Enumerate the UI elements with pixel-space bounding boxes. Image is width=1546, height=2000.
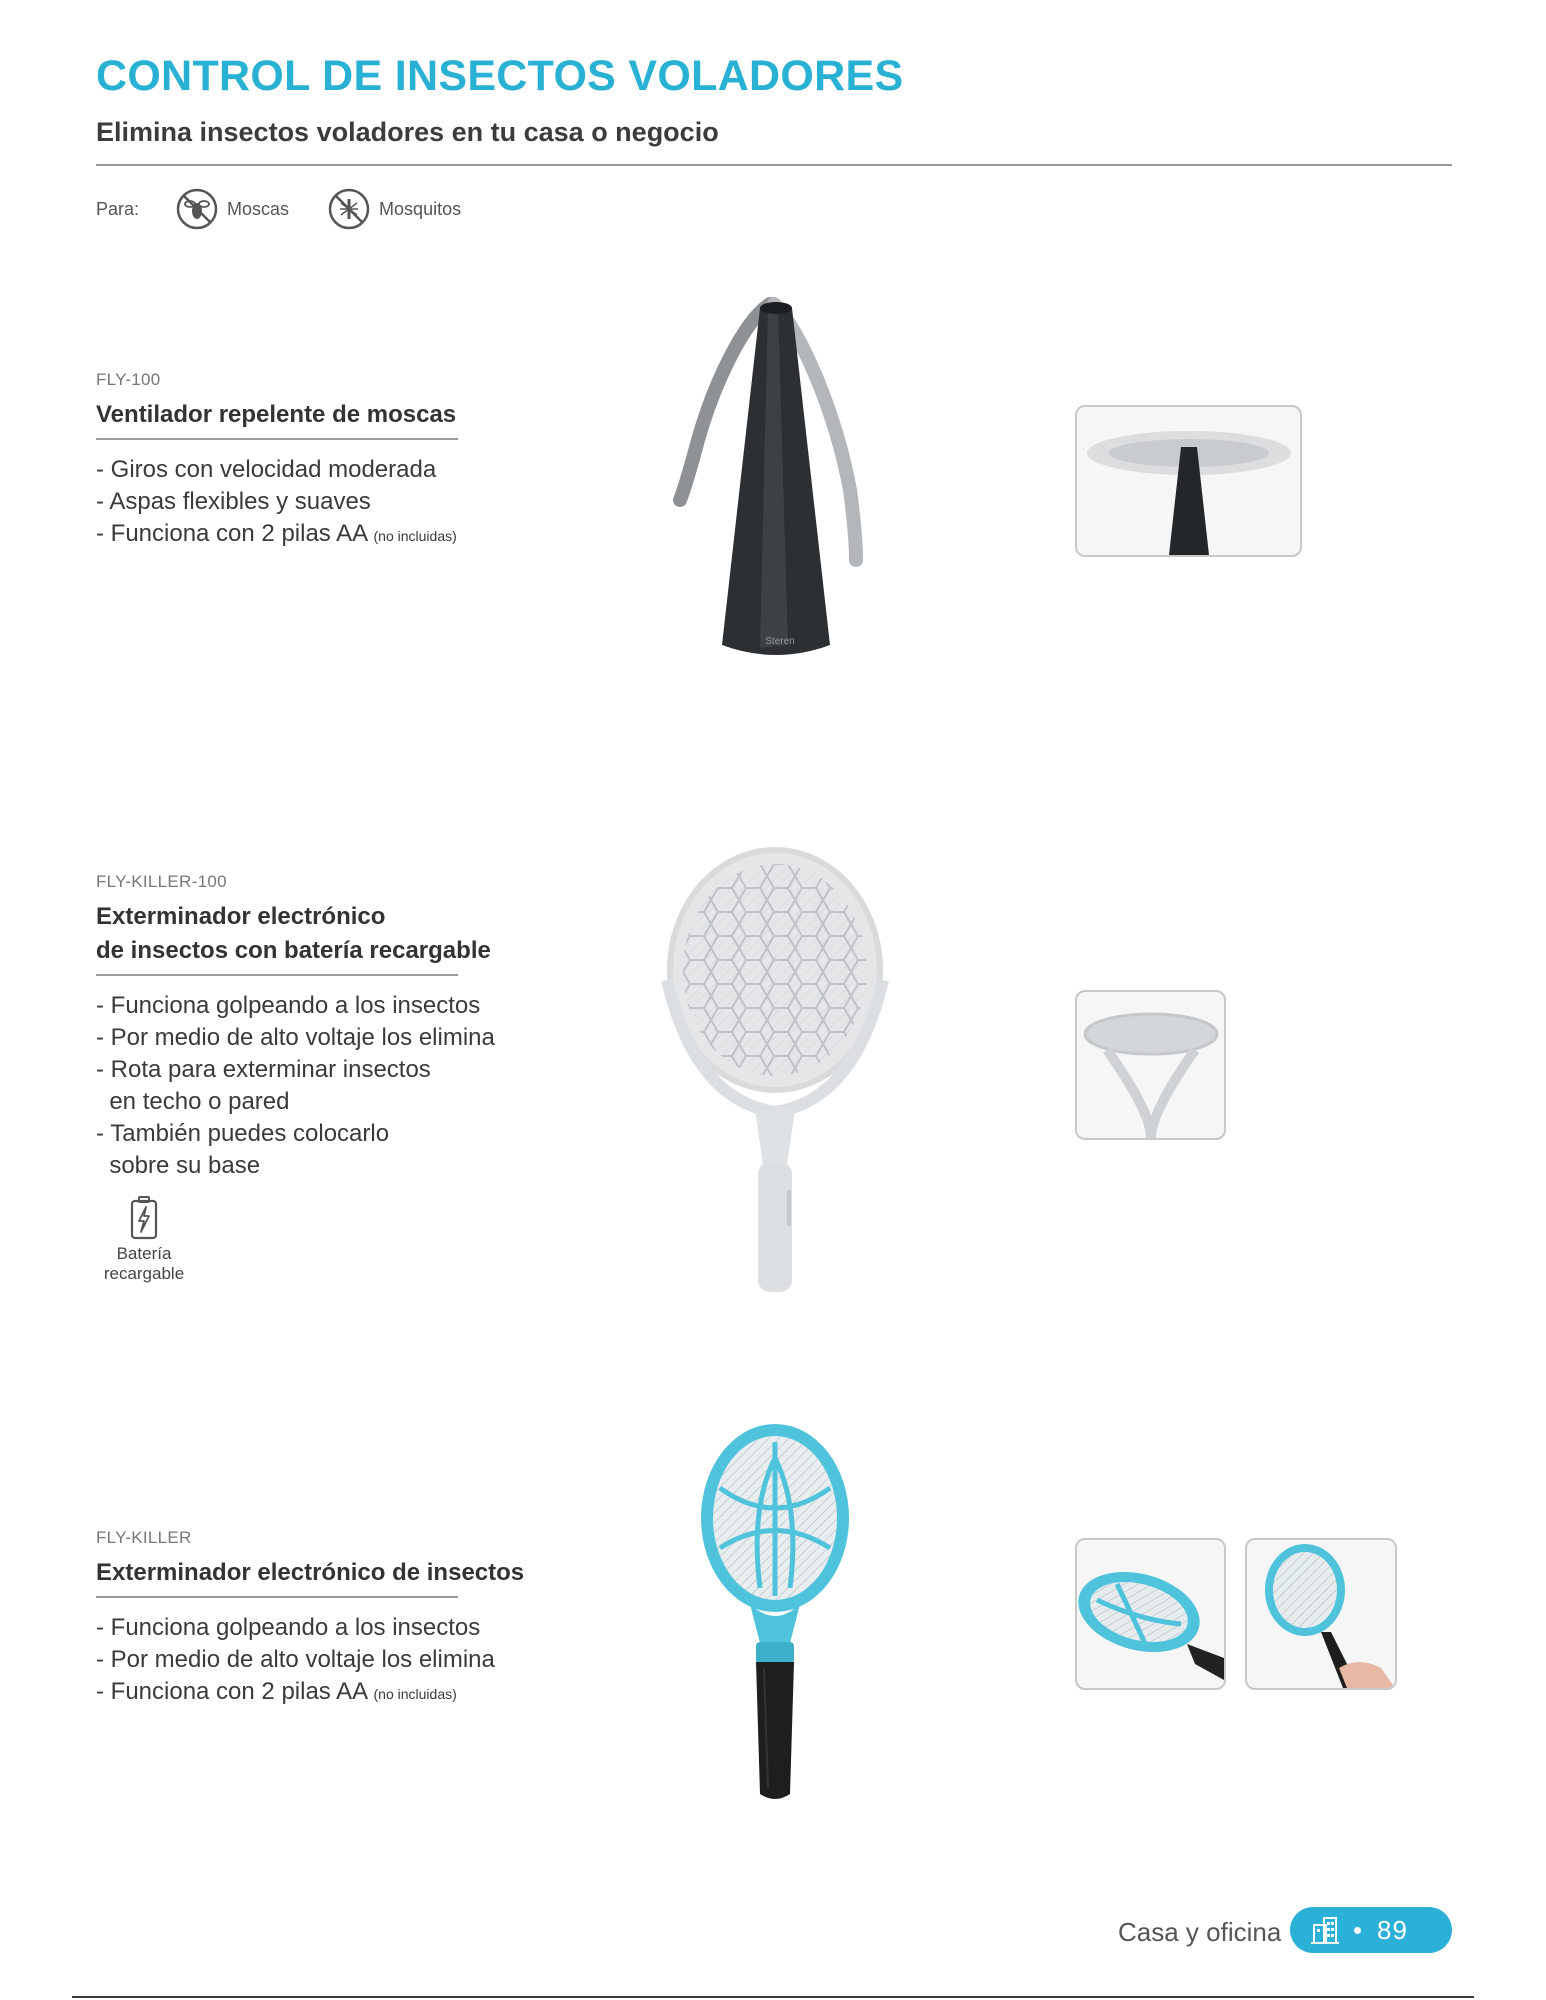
building-icon: [1310, 1915, 1340, 1945]
separator-dot: [1354, 1927, 1361, 1934]
header-divider: [96, 164, 1452, 166]
product-fly-killer: [96, 1528, 524, 1710]
product-name-line: Exterminador electrónico de insectos: [96, 1559, 525, 1586]
fan-detail-thumbnail: [1075, 405, 1302, 557]
grey-racket-image: [655, 840, 895, 1300]
fly-icon: [175, 187, 219, 231]
feature-item: - Aspas flexibles y suaves: [96, 488, 371, 515]
page-title: CONTROL DE INSECTOS VOLADORES: [96, 52, 904, 100]
product-name-line: de insectos con batería recargable: [96, 937, 491, 964]
feature-item: - Funciona con 2 pilas AA (no incluidas): [96, 520, 457, 547]
feature-item: - Rota para exterminar insectos: [96, 1056, 431, 1083]
feature-note: (no incluidas): [373, 528, 457, 544]
target-insects-row: [96, 185, 499, 233]
footer-divider: [72, 1996, 1474, 1998]
feature-list: [96, 454, 458, 552]
mosquitos-label: Mosquitos: [379, 198, 462, 219]
product-name-divider: [96, 1596, 458, 1598]
para-label: Para:: [96, 198, 140, 219]
product-fly-100: [96, 370, 458, 552]
product-name: [96, 1556, 524, 1590]
feature-list: [96, 990, 495, 1182]
mosquito-icon: [327, 187, 371, 231]
feature-item: - Funciona con 2 pilas AA (no incluidas): [96, 1678, 457, 1705]
page-number: 89: [1377, 1914, 1408, 1945]
fan-repellent-image: [660, 290, 890, 670]
feature-note: (no incluidas): [373, 1686, 457, 1702]
rotated-racket-image: [1077, 992, 1224, 1138]
feature-item: sobre su base: [96, 1152, 261, 1179]
product-name: [96, 398, 458, 432]
feature-item: - Funciona golpeando a los insectos: [96, 992, 481, 1019]
feature-item: - También puedes colocarlo: [96, 1120, 390, 1147]
battery-badge-line2: recargable: [103, 1264, 185, 1283]
racket-in-hand-image: [1247, 1540, 1395, 1688]
feature-item: - Por medio de alto voltaje los elimina: [96, 1024, 495, 1051]
moscas-label: Moscas: [227, 198, 290, 219]
battery-badge-line1: Batería: [116, 1244, 172, 1263]
product-name-line: Ventilador repelente de moscas: [96, 401, 457, 428]
feature-list: [96, 1612, 524, 1710]
blue-racket-angle-image: [1077, 1540, 1224, 1688]
blue-racket-in-hand-thumbnail: [1245, 1538, 1397, 1690]
product-fly-killer-100: [96, 872, 495, 1182]
racket-rotation-thumbnail: [1075, 990, 1226, 1140]
product-name-line: Exterminador electrónico: [96, 903, 386, 930]
page-subtitle: Elimina insectos voladores en tu casa o negocio: [96, 117, 719, 147]
feature-item: - Por medio de alto voltaje los elimina: [96, 1646, 495, 1673]
battery-charging-icon: [129, 1196, 159, 1240]
spinning-blades-image: [1077, 407, 1300, 555]
feature-item: - Funciona golpeando a los insectos: [96, 1614, 481, 1641]
blue-racket-image: [690, 1418, 860, 1808]
feature-item: - Giros con velocidad moderada: [96, 456, 437, 483]
rechargeable-battery-badge: [96, 1196, 192, 1284]
feature-item: en techo o pared: [96, 1088, 290, 1115]
blue-racket-closeup-thumbnail: [1075, 1538, 1226, 1690]
product-name-divider: [96, 438, 458, 440]
page-number-badge: [1290, 1907, 1452, 1953]
product-sku: FLY-100: [96, 370, 161, 389]
product-sku: FLY-KILLER-100: [96, 872, 227, 891]
product-name-divider: [96, 974, 458, 976]
product-name: [96, 900, 495, 968]
product-sku: FLY-KILLER: [96, 1528, 192, 1547]
section-name: Casa y oficina: [1118, 1917, 1282, 1947]
brand-mark: Steren: [765, 636, 795, 647]
